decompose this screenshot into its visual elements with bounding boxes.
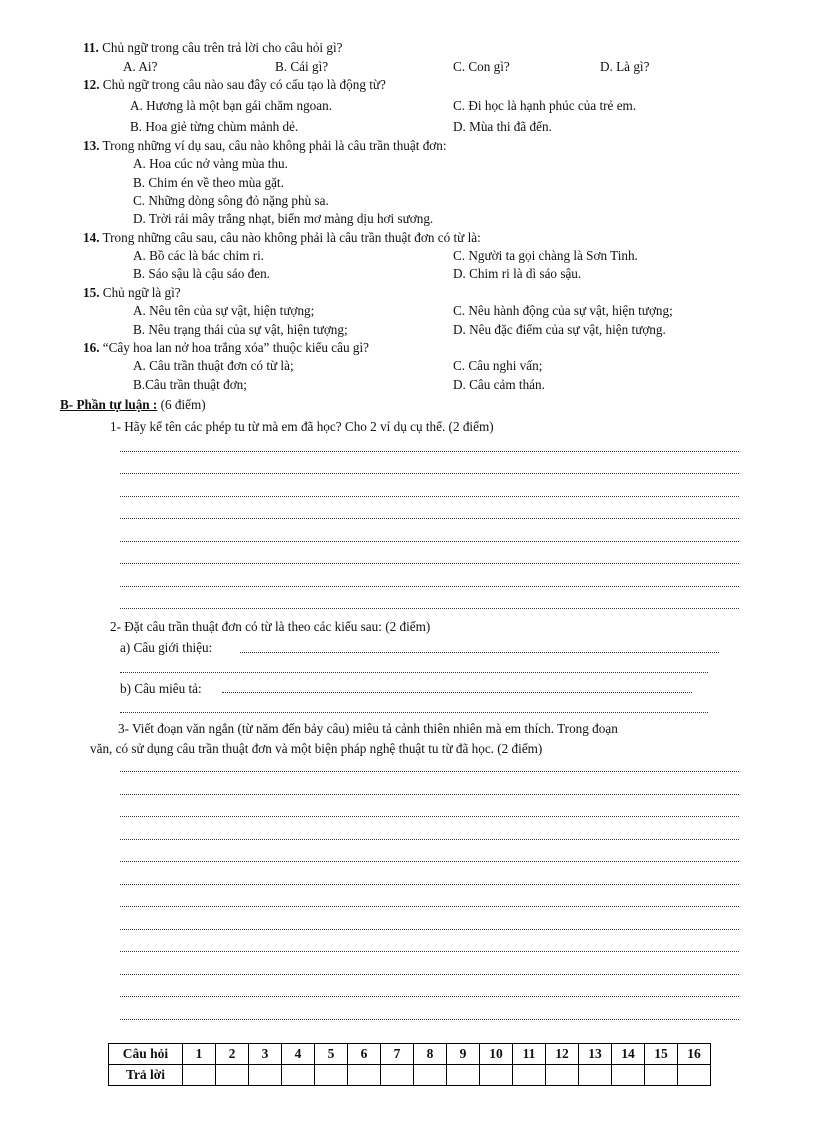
- answer-cell[interactable]: [447, 1065, 480, 1086]
- answer-line[interactable]: [120, 563, 739, 564]
- essay-question-3-continued: văn, có sử dụng câu trần thuật đơn và một biện pháp nghệ thuật tu từ đã học. (2 điểm): [90, 741, 543, 756]
- option-d: D. Chim ri là dì sáo sậu.: [453, 266, 582, 281]
- answer-line[interactable]: [120, 816, 739, 817]
- answer-line[interactable]: [120, 929, 739, 930]
- answer-cell[interactable]: [612, 1065, 645, 1086]
- answer-line[interactable]: [120, 672, 708, 673]
- option-c: C. Con gì?: [453, 59, 510, 74]
- option-b: B. Sáo sậu là cậu sáo đen.: [133, 266, 270, 281]
- answer-line[interactable]: [120, 771, 739, 772]
- option-d: D. Nêu đặc điểm của sự vật, hiện tượng.: [453, 322, 666, 337]
- part-b-points: (6 điểm): [157, 397, 206, 412]
- answer-cell[interactable]: [513, 1065, 546, 1086]
- question-number-cell: 1: [183, 1044, 216, 1065]
- answer-cell[interactable]: [645, 1065, 678, 1086]
- option-a: A. Câu trần thuật đơn có từ là;: [133, 358, 294, 373]
- question-14: [83, 230, 481, 246]
- answer-cell[interactable]: [282, 1065, 315, 1086]
- question-number: 14.: [83, 230, 100, 245]
- question-number-cell: 16: [678, 1044, 711, 1065]
- question-number-cell: 9: [447, 1044, 480, 1065]
- answer-line[interactable]: [120, 861, 739, 862]
- option-d: D. Là gì?: [600, 59, 650, 74]
- answer-line[interactable]: [240, 652, 719, 653]
- question-text: Chủ ngữ là gì?: [102, 285, 181, 300]
- question-number-cell: 12: [546, 1044, 579, 1065]
- question-number-cell: 3: [249, 1044, 282, 1065]
- question-number-cell: 15: [645, 1044, 678, 1065]
- answer-cell[interactable]: [579, 1065, 612, 1086]
- question-text: Trong những câu sau, câu nào không phải là câu trần thuật đơn có từ là:: [102, 230, 481, 245]
- question-number: 15.: [83, 285, 100, 300]
- answer-table-header-row: [109, 1044, 711, 1065]
- question-number-cell: 10: [480, 1044, 513, 1065]
- question-number: 16.: [83, 340, 100, 355]
- answer-cell[interactable]: [546, 1065, 579, 1086]
- option-c: C. Đi học là hạnh phúc của trẻ em.: [453, 98, 637, 113]
- question-number-cell: 8: [414, 1044, 447, 1065]
- question-16: [83, 340, 369, 356]
- option-b: B. Nêu trạng thái của sự vật, hiện tượng;: [133, 322, 348, 337]
- answer-line[interactable]: [120, 951, 739, 952]
- question-text: Chủ ngữ trong câu nào sau đây có cấu tạo là động từ?: [102, 77, 386, 92]
- question-number-cell: 13: [579, 1044, 612, 1065]
- question-text: “Cây hoa lan nở hoa trắng xóa” thuộc kiểu câu gì?: [102, 340, 370, 355]
- question-text: Chủ ngữ trong câu trên trả lời cho câu hỏi gì?: [102, 40, 343, 55]
- option-c: C. Nêu hành động của sự vật, hiện tượng;: [453, 303, 673, 318]
- option-d: D. Trời rải mây trắng nhạt, biển mơ màng dịu hơi sương.: [133, 211, 434, 226]
- answer-line[interactable]: [120, 996, 739, 997]
- question-15: [83, 285, 181, 301]
- answer-cell[interactable]: [678, 1065, 711, 1086]
- answer-line[interactable]: [120, 496, 739, 497]
- essay-question-2: 2- Đặt câu trần thuật đơn có từ là theo các kiểu sau: (2 điểm): [110, 619, 431, 634]
- question-number: 13.: [83, 138, 100, 153]
- answer-line[interactable]: [120, 586, 739, 587]
- answer-cell[interactable]: [414, 1065, 447, 1086]
- option-c: C. Câu nghi vấn;: [453, 358, 543, 373]
- answer-cell[interactable]: [381, 1065, 414, 1086]
- answer-cell[interactable]: [216, 1065, 249, 1086]
- option-d: D. Câu cảm thán.: [453, 377, 545, 392]
- answer-cell[interactable]: [183, 1065, 216, 1086]
- question-number-cell: 14: [612, 1044, 645, 1065]
- answer-cell[interactable]: [249, 1065, 282, 1086]
- sub-question-a: a) Câu giới thiệu:: [120, 640, 213, 655]
- answer-line[interactable]: [222, 692, 692, 693]
- answer-line[interactable]: [120, 608, 739, 609]
- question-number-cell: 11: [513, 1044, 546, 1065]
- essay-question-3: 3- Viết đoạn văn ngắn (từ năm đến bảy câu) miêu tả cảnh thiên nhiên mà em thích. Trong đoạn: [118, 721, 618, 736]
- option-b: B. Cái gì?: [275, 59, 329, 74]
- question-label-cell: Câu hỏi: [109, 1044, 183, 1065]
- answer-line[interactable]: [120, 541, 739, 542]
- answer-line[interactable]: [120, 794, 739, 795]
- essay-question-1: 1- Hãy kể tên các phép tu từ mà em đã học? Cho 2 ví dụ cụ thể. (2 điểm): [110, 419, 494, 434]
- sub-question-b: b) Câu miêu tả:: [120, 681, 202, 696]
- question-number-cell: 5: [315, 1044, 348, 1065]
- option-b: B. Hoa giẻ từng chùm mảnh dẻ.: [130, 119, 299, 134]
- option-b: B. Chim én về theo mùa gặt.: [133, 175, 284, 190]
- answer-table: [108, 1043, 711, 1086]
- question-number-cell: 4: [282, 1044, 315, 1065]
- answer-line[interactable]: [120, 712, 708, 713]
- question-12: [83, 77, 386, 93]
- part-b-heading: B- Phần tự luận :: [60, 397, 158, 412]
- answer-line[interactable]: [120, 839, 739, 840]
- option-c: C. Người ta gọi chàng là Sơn Tinh.: [453, 248, 638, 263]
- option-a: A. Nêu tên của sự vật, hiện tượng;: [133, 303, 315, 318]
- option-b: B.Câu trần thuật đơn;: [133, 377, 247, 392]
- question-13: [83, 138, 447, 154]
- option-a: A. Ai?: [123, 59, 158, 74]
- answer-line[interactable]: [120, 906, 739, 907]
- answer-table-answer-row: [109, 1065, 711, 1086]
- answer-cell[interactable]: [480, 1065, 513, 1086]
- question-text: Trong những ví dụ sau, câu nào không phải là câu trần thuật đơn:: [102, 138, 447, 153]
- question-number: 11.: [83, 40, 99, 55]
- option-a: A. Bồ các là bác chim ri.: [133, 248, 265, 263]
- option-c: C. Những dòng sông đỏ nặng phù sa.: [133, 193, 329, 208]
- question-11: [83, 40, 343, 56]
- answer-line[interactable]: [120, 473, 739, 474]
- option-a: A. Hoa cúc nở vàng mùa thu.: [133, 156, 288, 171]
- question-number: 12.: [83, 77, 100, 92]
- answer-line[interactable]: [120, 884, 739, 885]
- question-number-cell: 2: [216, 1044, 249, 1065]
- answer-line[interactable]: [120, 518, 739, 519]
- answer-cell[interactable]: [348, 1065, 381, 1086]
- question-number-cell: 7: [381, 1044, 414, 1065]
- question-number-cell: 6: [348, 1044, 381, 1065]
- option-a: A. Hương là một bạn gái chăm ngoan.: [130, 98, 332, 113]
- answer-line[interactable]: [120, 451, 739, 452]
- answer-line[interactable]: [120, 1019, 739, 1020]
- answer-line[interactable]: [120, 974, 739, 975]
- answer-cell[interactable]: [315, 1065, 348, 1086]
- answer-label-cell: Trả lời: [109, 1065, 183, 1086]
- part-b-title: [60, 397, 206, 413]
- option-d: D. Mùa thi đã đến.: [453, 119, 552, 134]
